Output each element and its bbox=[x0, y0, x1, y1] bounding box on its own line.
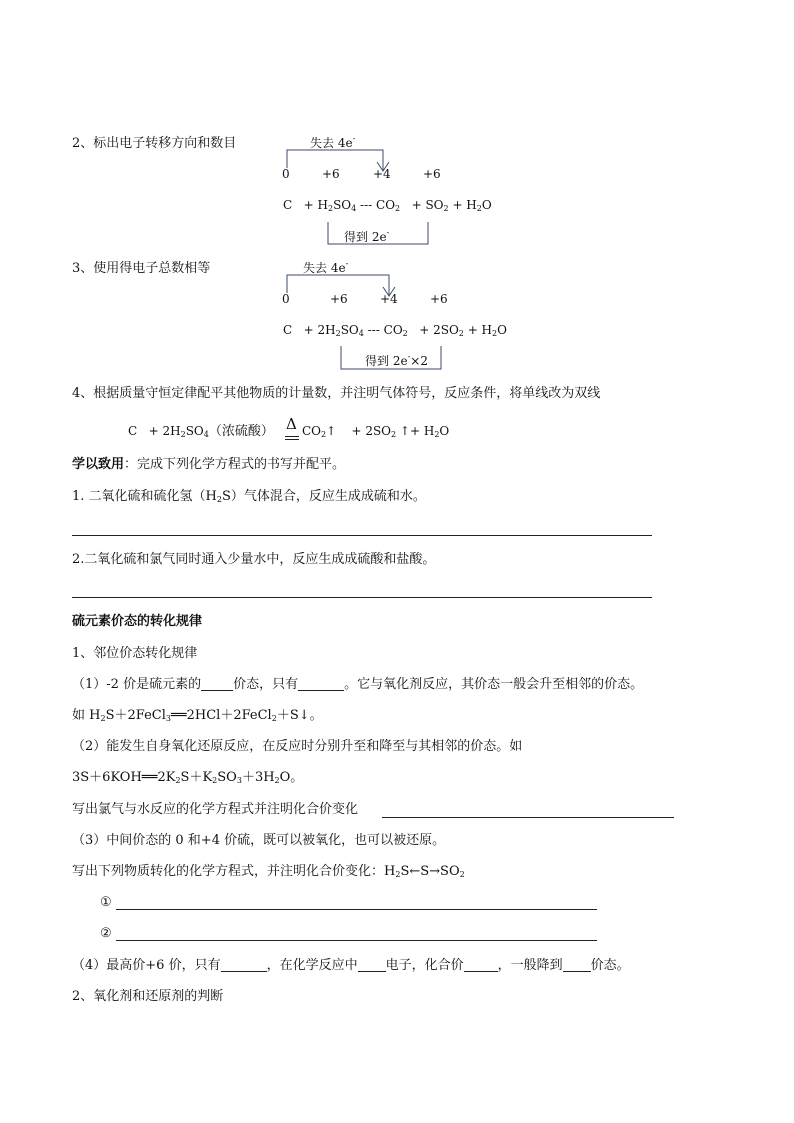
heat-delta-symbol: Δ bbox=[286, 415, 297, 433]
item-marker-2: ② bbox=[100, 926, 112, 941]
blank-field[interactable] bbox=[221, 958, 267, 972]
answer-line-item-2[interactable] bbox=[116, 940, 597, 941]
section3-gain-label: 得到 2e-×2 bbox=[365, 352, 428, 368]
blank-field[interactable] bbox=[464, 958, 498, 972]
blank-field[interactable] bbox=[358, 958, 386, 972]
gain-bracket-line bbox=[328, 222, 428, 244]
section3-equation: C + $2H_2SO_4$ --- $CO_2$ + $2SO_2 + H_2O$ bbox=[283, 323, 507, 338]
section2-equation: C + $H_2SO_4$ --- $CO_2$ + $SO_2 + H_2O$ bbox=[283, 198, 492, 213]
ox-state-co2: +4 bbox=[373, 167, 391, 181]
practice-question-2: 2.二氧化硫和氯气同时通入少量水中，反应生成成硫酸和盐酸。 bbox=[72, 552, 436, 567]
section2-heading: 2、标出电子转移方向和数目 bbox=[72, 136, 237, 151]
answer-line-2[interactable] bbox=[72, 597, 652, 598]
section2-gain-label: 得到 2e- bbox=[344, 228, 390, 244]
section4-products: $CO_2↑$ + $2SO_2$ ↑+ $H_2O$ bbox=[302, 424, 450, 439]
example-equation-1: 如 $H_2S+2FeCl_3══2HCl+2FeCl_2+S↓$。 bbox=[72, 708, 323, 723]
ox-state-co2: +4 bbox=[380, 292, 398, 306]
section3-heading: 3、使用得电子总数相等 bbox=[72, 261, 211, 276]
rule-paragraph-1: （1）-2 价是硫元素的 价态，只有 。它与氧化剂反应，其价态一般会升至相邻的价态。 bbox=[72, 677, 644, 692]
ox-state-so2: +6 bbox=[430, 292, 448, 306]
rules-title: 硫元素价态的转化规律 bbox=[72, 614, 203, 629]
blank-field[interactable] bbox=[298, 677, 344, 691]
lose-bracket-line bbox=[287, 275, 389, 295]
ox-state-c: 0 bbox=[282, 292, 290, 306]
rules-subheading-1: 1、邻位价态转化规律 bbox=[72, 646, 198, 661]
double-line-bottom bbox=[285, 439, 299, 440]
item-marker-1: ① bbox=[100, 895, 112, 910]
rule-paragraph-3: （3）中间价态的 0 和+4 价硫，既可以被氧化，也可以被还原。 bbox=[72, 833, 446, 848]
gain-bracket-line bbox=[341, 346, 441, 369]
section4-equation: C + $2H_2SO_4$（浓硫酸） bbox=[128, 424, 274, 439]
answer-line-1[interactable] bbox=[72, 535, 652, 536]
answer-line-chlorine[interactable] bbox=[382, 817, 674, 818]
practice-question-1: 1. 二氧化硫和硫化氢$(H_2S)$气体混合，反应生成成硫和水。 bbox=[72, 489, 426, 504]
lose-bracket-line bbox=[287, 150, 383, 170]
rule-task-conversion: 写出下列物质转化的化学方程式，并注明化合价变化：$H_2S\leftarrow S\to SO_2$ bbox=[72, 864, 465, 879]
ox-state-h2so4: +6 bbox=[330, 292, 348, 306]
ox-state-h2so4: +6 bbox=[322, 167, 340, 181]
rule-task-chlorine: 写出氯气与水反应的化学方程式并注明化合价变化 bbox=[72, 802, 359, 817]
blank-field[interactable] bbox=[563, 958, 591, 972]
example-equation-2: $3S+6KOH══2K_2S+K_2SO_3+3H_2O$。 bbox=[72, 770, 304, 785]
rules-subheading-2: 2、氧化剂和还原剂的判断 bbox=[72, 989, 224, 1004]
ox-state-c: 0 bbox=[282, 167, 290, 181]
answer-line-item-1[interactable] bbox=[116, 909, 597, 910]
rule-paragraph-4: （4）最高价+6 价，只有 ，在化学反应中 电子，化合价 ，一般降到 价态。 bbox=[72, 958, 630, 973]
ox-state-so2: +6 bbox=[423, 167, 441, 181]
section3-lose-label: 失去 4e- bbox=[303, 259, 349, 275]
double-line-top bbox=[285, 436, 299, 437]
rule-paragraph-2: （2）能发生自身氧化还原反应，在反应时分别升至和降至与其相邻的价态。如 bbox=[72, 739, 523, 754]
practice-title: 学以致用：完成下列化学方程式的书写并配平。 bbox=[72, 457, 346, 472]
section2-lose-label: 失去 4e- bbox=[310, 134, 356, 150]
blank-field[interactable] bbox=[201, 677, 233, 691]
section4-heading: 4、根据质量守恒定律配平其他物质的计量数，并注明气体符号，反应条件，将单线改为双线 bbox=[72, 386, 601, 401]
